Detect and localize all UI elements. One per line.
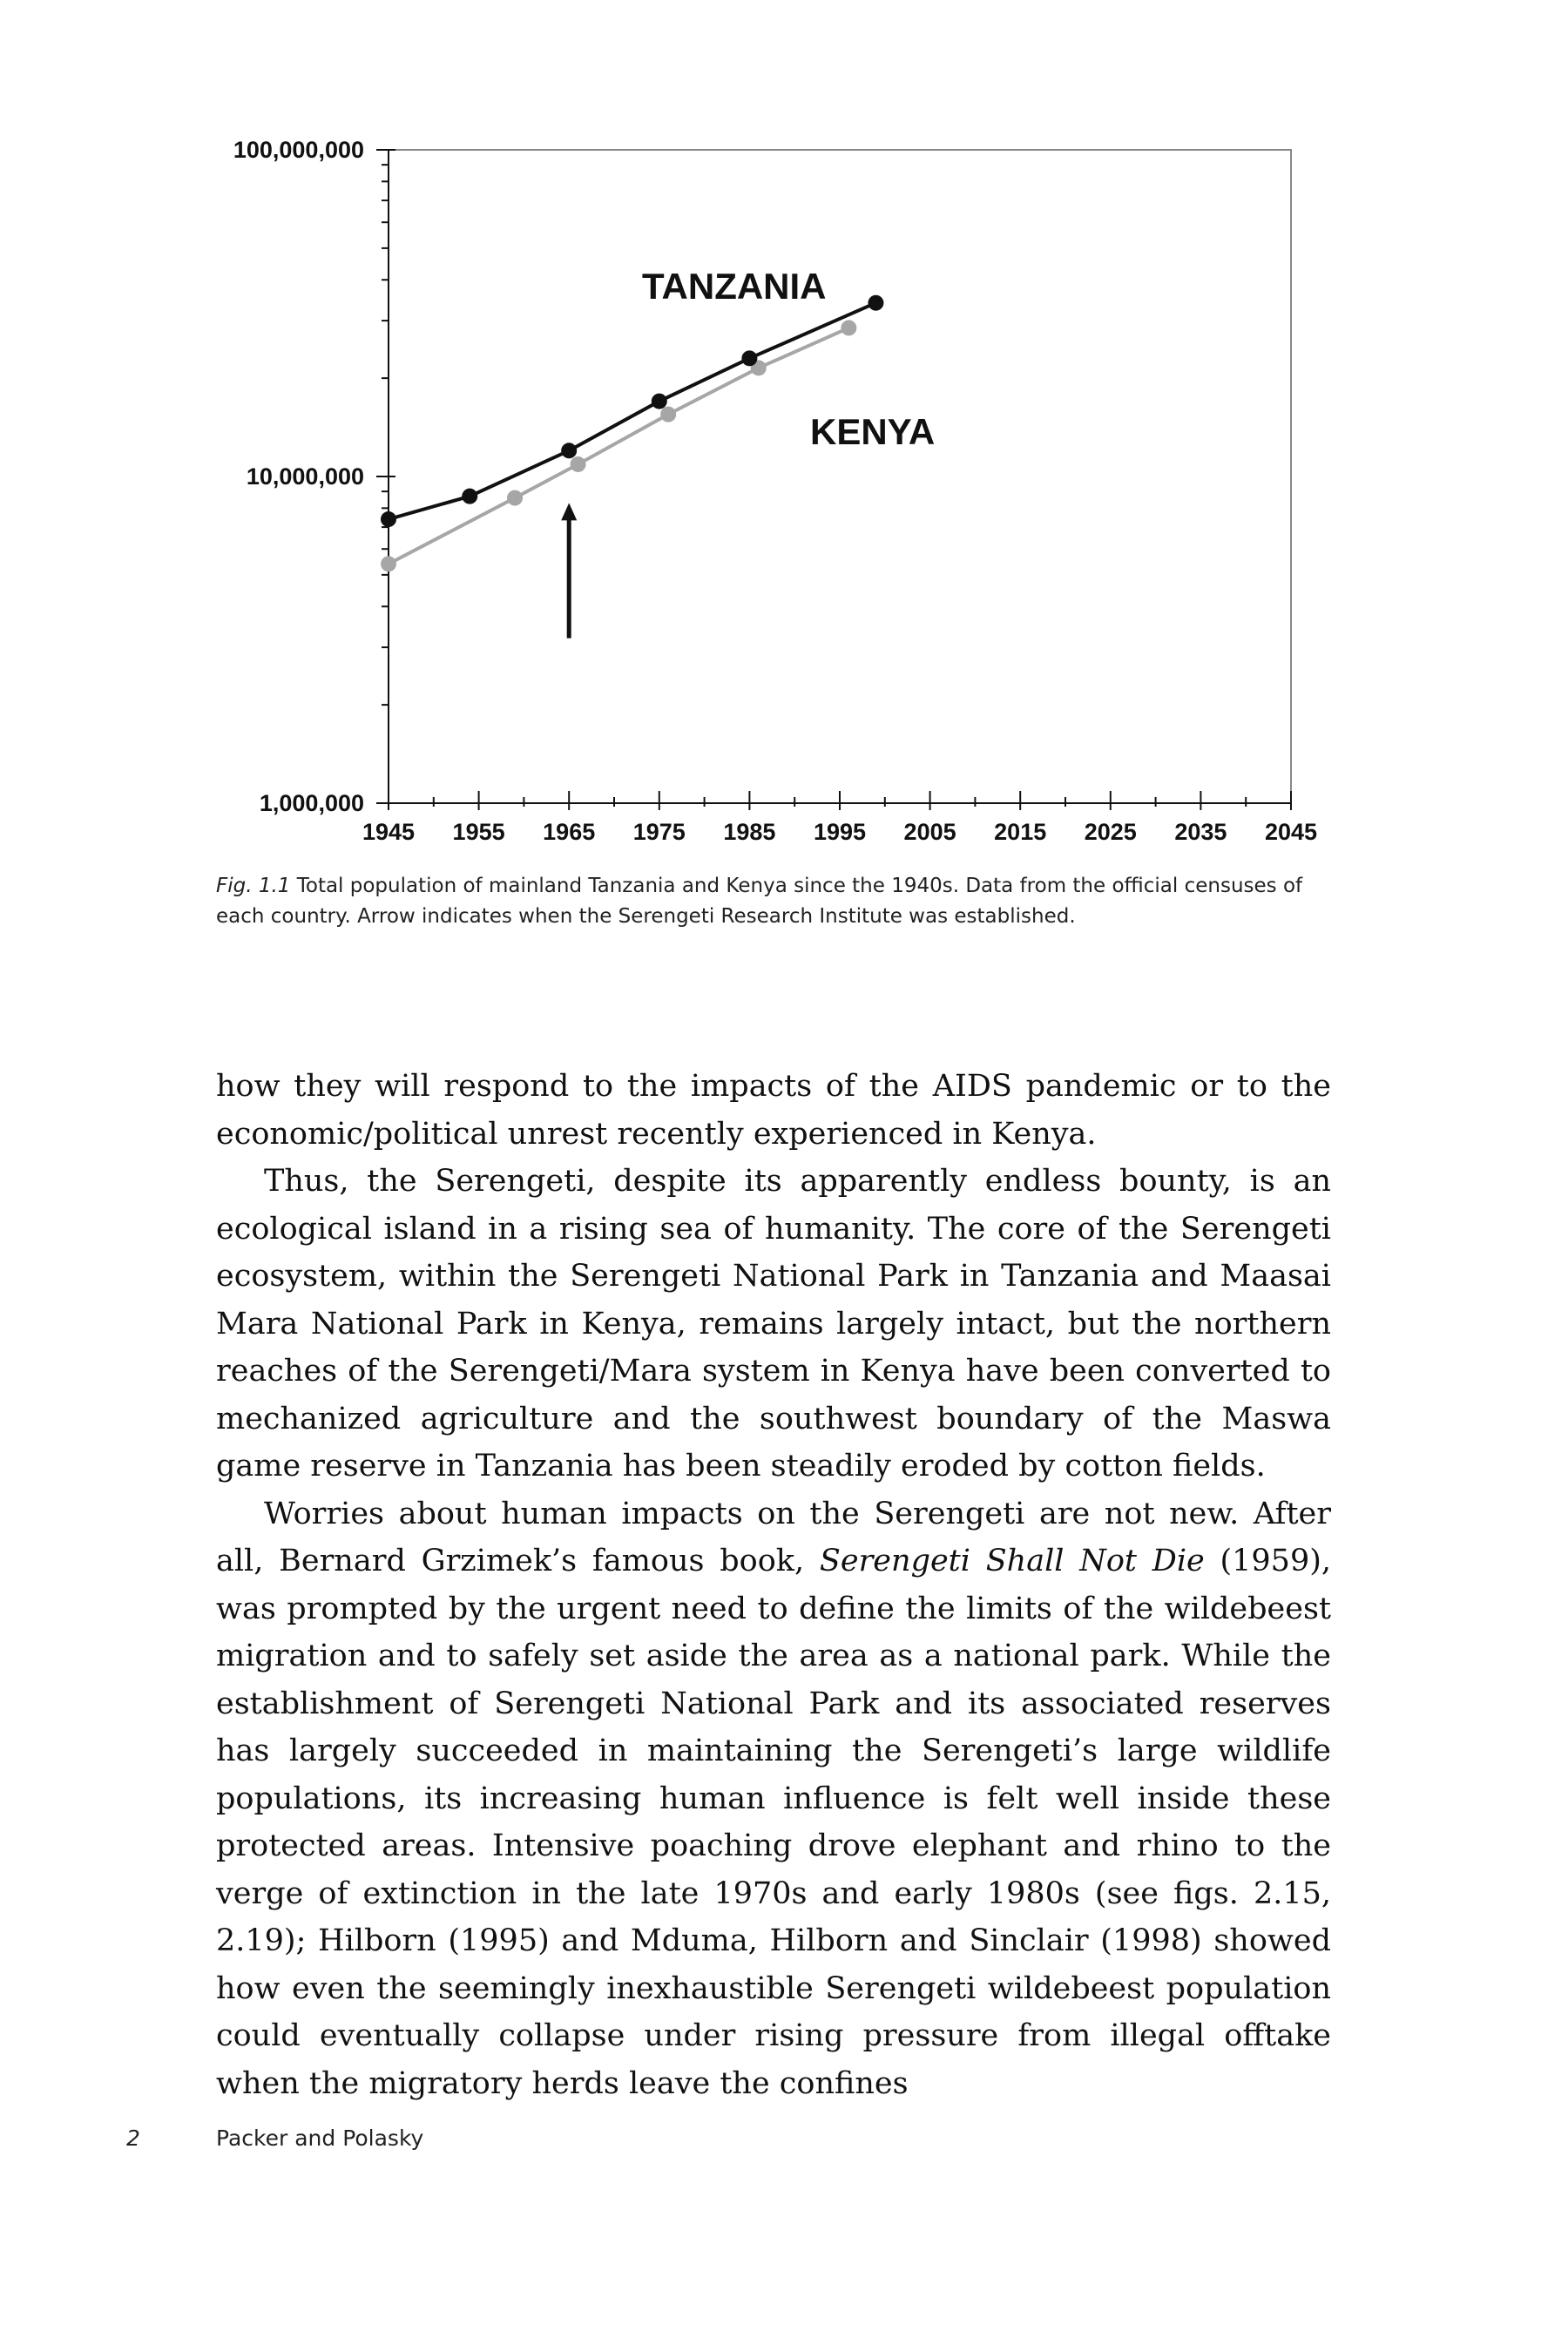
x-axis-tick-labels [362, 819, 1317, 845]
body-text [216, 1063, 1331, 2107]
arrow-annotation [561, 503, 577, 638]
paragraph-1: how they will respond to the impacts of the AIDS pandemic or to the economic/political unrest recently experienced in Kenya. [216, 1069, 1331, 1152]
y-tick-label: 100,000,000 [233, 137, 364, 163]
data-point-tanzania [561, 443, 577, 458]
book-title: Serengeti Shall Not Die [819, 1544, 1205, 1578]
x-tick-label: 1955 [452, 819, 505, 845]
population-chart [0, 0, 1568, 880]
paragraph-3-part-b: (1959), was prompted by the urgent need to define the limits of the wildebeest migration and to safely set aside the area as a national park. While the establishment of Serengeti National Park and its associated reserves has largely succeeded in maintaining the Serengeti’s large wildlife populations, its increasing human influence is felt well inside these protected areas. Intensive poaching drove elephant and rhino to the verge of extinction in the late 1970s and early 1980s (see figs. 2.15, 2.19); Hilborn (1995) and Mduma, Hilborn and Sinclair (1998) showed how even the seemingly inexhaustible Serengeti wildebeest population could eventually collapse under rising pressure from illegal offtake when the migratory herds leave the confines [216, 1544, 1332, 2101]
data-point-tanzania [741, 350, 757, 366]
y-axis-tick-labels [233, 137, 364, 816]
series-line-tanzania [389, 303, 875, 519]
x-tick-label: 2045 [1264, 819, 1318, 845]
data-point-tanzania [652, 394, 667, 409]
figure-caption-text: Total population of mainland Tanzania and Kenya since the 1940s. Data from the official censuses of each country. Arrow indicates when the Serengeti Research Institute was established. [216, 875, 1303, 928]
x-tick-label: 2015 [994, 819, 1047, 845]
x-axis-ticks [389, 791, 1291, 810]
x-tick-label: 1945 [362, 819, 416, 845]
paragraph-3 [216, 1490, 1331, 2108]
x-tick-label: 2025 [1084, 819, 1137, 845]
data-point-kenya [381, 556, 396, 571]
series-layer [381, 295, 883, 572]
data-point-tanzania [381, 511, 396, 527]
figure-label: Fig. 1.1 [216, 875, 291, 897]
paragraph-3-part-a: Worries about human impacts on the Serengeti are not new. After all, Bernard Grzimek’s famous book, [216, 1496, 1331, 1578]
x-tick-label: 1985 [723, 819, 776, 845]
paragraph-2: Thus, the Serengeti, despite its apparently endless bounty, is an ecological island in a rising sea of humanity. The core of the Serengeti ecosystem, within the Serengeti National Park in Tanzania and Maasai Mara National Park in Kenya, remains largely intact, but the northern reaches of the Serengeti/Mara system in Kenya have been converted to mechanized agriculture and the southwest boundary of the Maswa game reserve in Tanzania has been steadily eroded by cotton fields. [216, 1164, 1331, 1484]
y-axis-ticks [376, 150, 395, 803]
arrow-head [561, 503, 577, 520]
series-label-tanzania: TANZANIA [642, 266, 827, 307]
data-point-tanzania [462, 489, 477, 504]
data-point-kenya [507, 490, 523, 506]
x-tick-label: 2035 [1174, 819, 1227, 845]
x-tick-label: 2005 [903, 819, 956, 845]
x-tick-label: 1995 [813, 819, 867, 845]
data-point-kenya [571, 456, 586, 472]
x-tick-label: 1975 [632, 819, 686, 845]
plot-area-frame [389, 150, 1291, 803]
page-number: 2 [126, 2126, 140, 2151]
data-point-tanzania [868, 295, 883, 311]
y-tick-label: 10,000,000 [246, 463, 364, 490]
figure-caption [216, 871, 1340, 932]
y-tick-label: 1,000,000 [259, 790, 364, 816]
data-point-kenya [841, 320, 856, 335]
running-footer-authors: Packer and Polasky [216, 2126, 424, 2151]
x-tick-label: 1965 [543, 819, 596, 845]
series-label-kenya: KENYA [810, 411, 936, 452]
series-line-kenya [389, 328, 848, 564]
data-point-kenya [660, 407, 676, 422]
